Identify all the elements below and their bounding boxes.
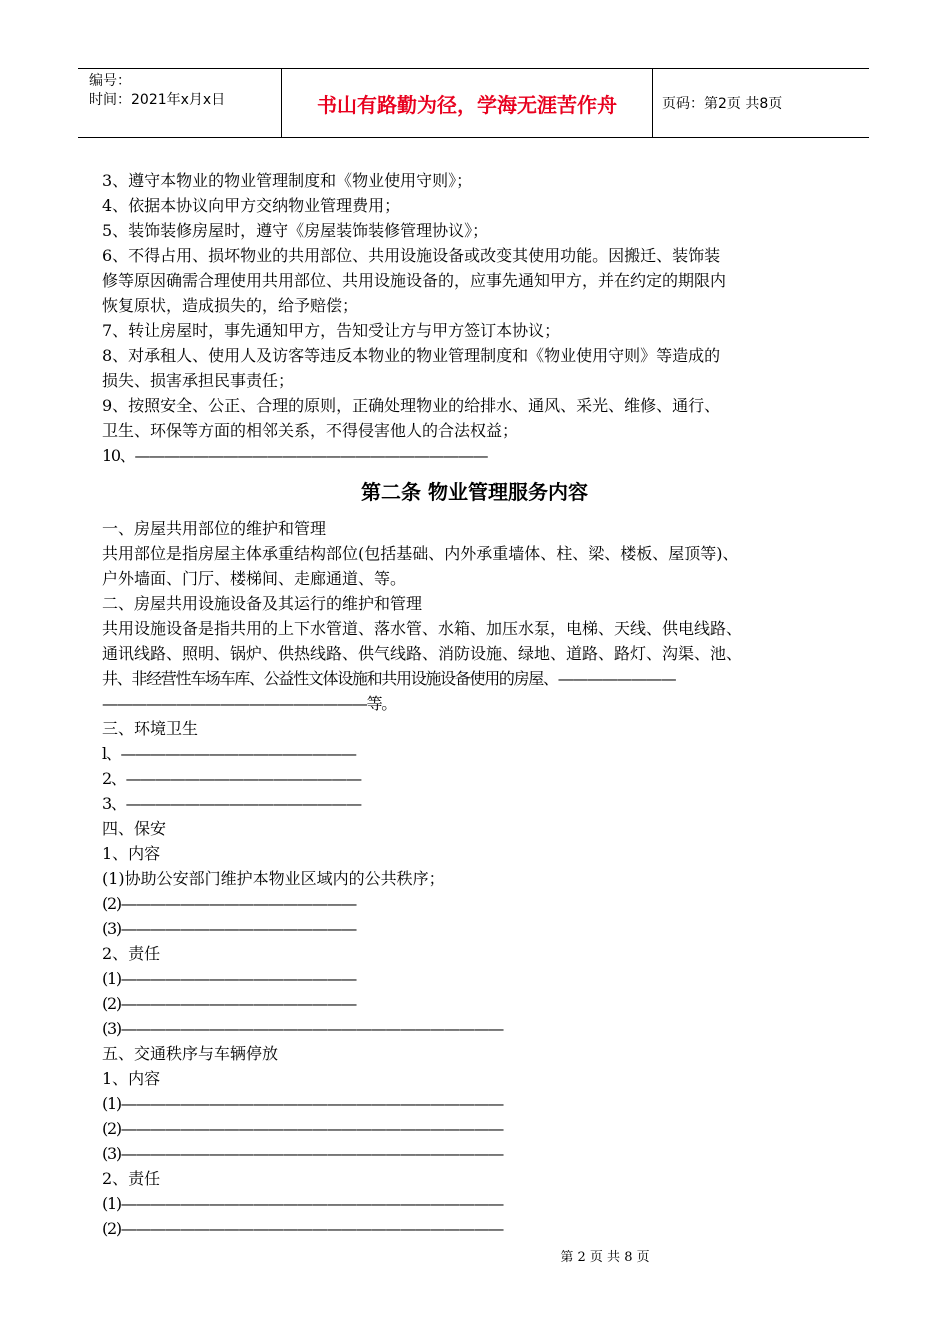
body-line: (1)———————————————— [102, 969, 356, 988]
body-line: 4、依据本协议向甲方交纳物业管理费用； [102, 196, 401, 215]
body-line: (3)—————————————————————————— [102, 1019, 503, 1038]
header-meta [78, 69, 281, 137]
body-line: 损失、损害承担民事责任； [102, 371, 295, 390]
body-line: 一、房屋共用部位的维护和管理 [102, 519, 327, 538]
document-time-label: 时间：2021年x月x日 [89, 92, 226, 108]
body-line: 3、遵守本物业的物业管理制度和《物业使用守则》； [102, 171, 473, 190]
document-number-label: 编号： [89, 73, 131, 89]
body-line: 户外墙面、门厅、楼梯间、走廊通道、等。 [102, 569, 407, 588]
body-line: 共用部位是指房屋主体承重结构部位(包括基础、内外承重墙体、柱、梁、楼板、屋顶等)、 [102, 544, 739, 563]
body-line: 2、责任 [102, 1169, 161, 1188]
body-line: 恢复原状，造成损失的，给予赔偿； [102, 296, 359, 315]
body-line: 8、对承租人、使用人及访客等违反本物业的物业管理制度和《物业使用守则》等造成的 [102, 346, 721, 365]
body-line: 1、内容 [102, 1069, 161, 1088]
page-footer: 第 2 页 共 8 页 [560, 1250, 650, 1265]
body-line: 四、保安 [102, 819, 167, 838]
body-line: (3)—————————————————————————— [102, 1144, 503, 1163]
body-line: l、———————————————— [102, 744, 356, 763]
section-heading: 第二条 物业管理服务内容 [361, 480, 588, 504]
body-line: 共用设施设备是指共用的上下水管道、落水管、水箱、加压水泵，电梯、天线、供电线路、 [102, 619, 743, 638]
body-line: 7、转让房屋时，事先通知甲方，告知受让方与甲方签订本协议； [102, 321, 561, 340]
header-page-info: 页码：第2页 共8页 [662, 96, 783, 112]
body-line: 6、不得占用、损坏物业的共用部位、共用设施设备或改变其使用功能。因搬迁、装饰装 [102, 246, 721, 265]
body-line: 9、按照安全、公正、合理的原则，正确处理物业的给排水、通风、采光、维修、通行、 [102, 396, 721, 415]
body-line: 5、装饰装修房屋时，遵守《房屋装饰装修管理协议》； [102, 221, 489, 240]
body-line: 通讯线路、照明、锅炉、供热线路、供气线路、消防设施、绿地、道路、路灯、沟渠、池、 [102, 644, 743, 663]
body-line: (1)协助公安部门维护本物业区域内的公共秩序； [102, 869, 445, 888]
body-line: 五、交通秩序与车辆停放 [102, 1044, 279, 1063]
body-line: 10、———————————————————————— [102, 446, 488, 465]
body-line: 2、责任 [102, 944, 161, 963]
body-line: (2)———————————————— [102, 894, 356, 913]
body-line: (3)———————————————— [102, 919, 356, 938]
body-line: 二、房屋共用设施设备及其运行的维护和管理 [102, 594, 423, 613]
header-motto: 书山有路勤为径，学海无涯苦作舟 [281, 69, 653, 137]
body-line: (2)—————————————————————————— [102, 1119, 503, 1138]
body-line: (2)—————————————————————————— [102, 1219, 503, 1238]
document-body [102, 168, 862, 1241]
body-line: (1)—————————————————————————— [102, 1094, 503, 1113]
body-line: 卫生、环保等方面的相邻关系，不得侵害他人的合法权益； [102, 421, 519, 440]
body-line: 2、———————————————— [102, 769, 361, 788]
body-line: 修等原因确需合理使用共用部位、共用设施设备的，应事先通知甲方，并在约定的期限内 [102, 271, 727, 290]
page-header [78, 68, 869, 138]
body-line: 1、内容 [102, 844, 161, 863]
body-line: ——————————————————等。 [102, 694, 397, 713]
body-line: 3、———————————————— [102, 794, 361, 813]
body-line: 井、非经营性车场车库、公益性文体设施和共用设施设备使用的房屋、———————— [102, 669, 676, 688]
body-line: (1)—————————————————————————— [102, 1194, 503, 1213]
body-line: (2)———————————————— [102, 994, 356, 1013]
body-line: 三、环境卫生 [102, 719, 199, 738]
